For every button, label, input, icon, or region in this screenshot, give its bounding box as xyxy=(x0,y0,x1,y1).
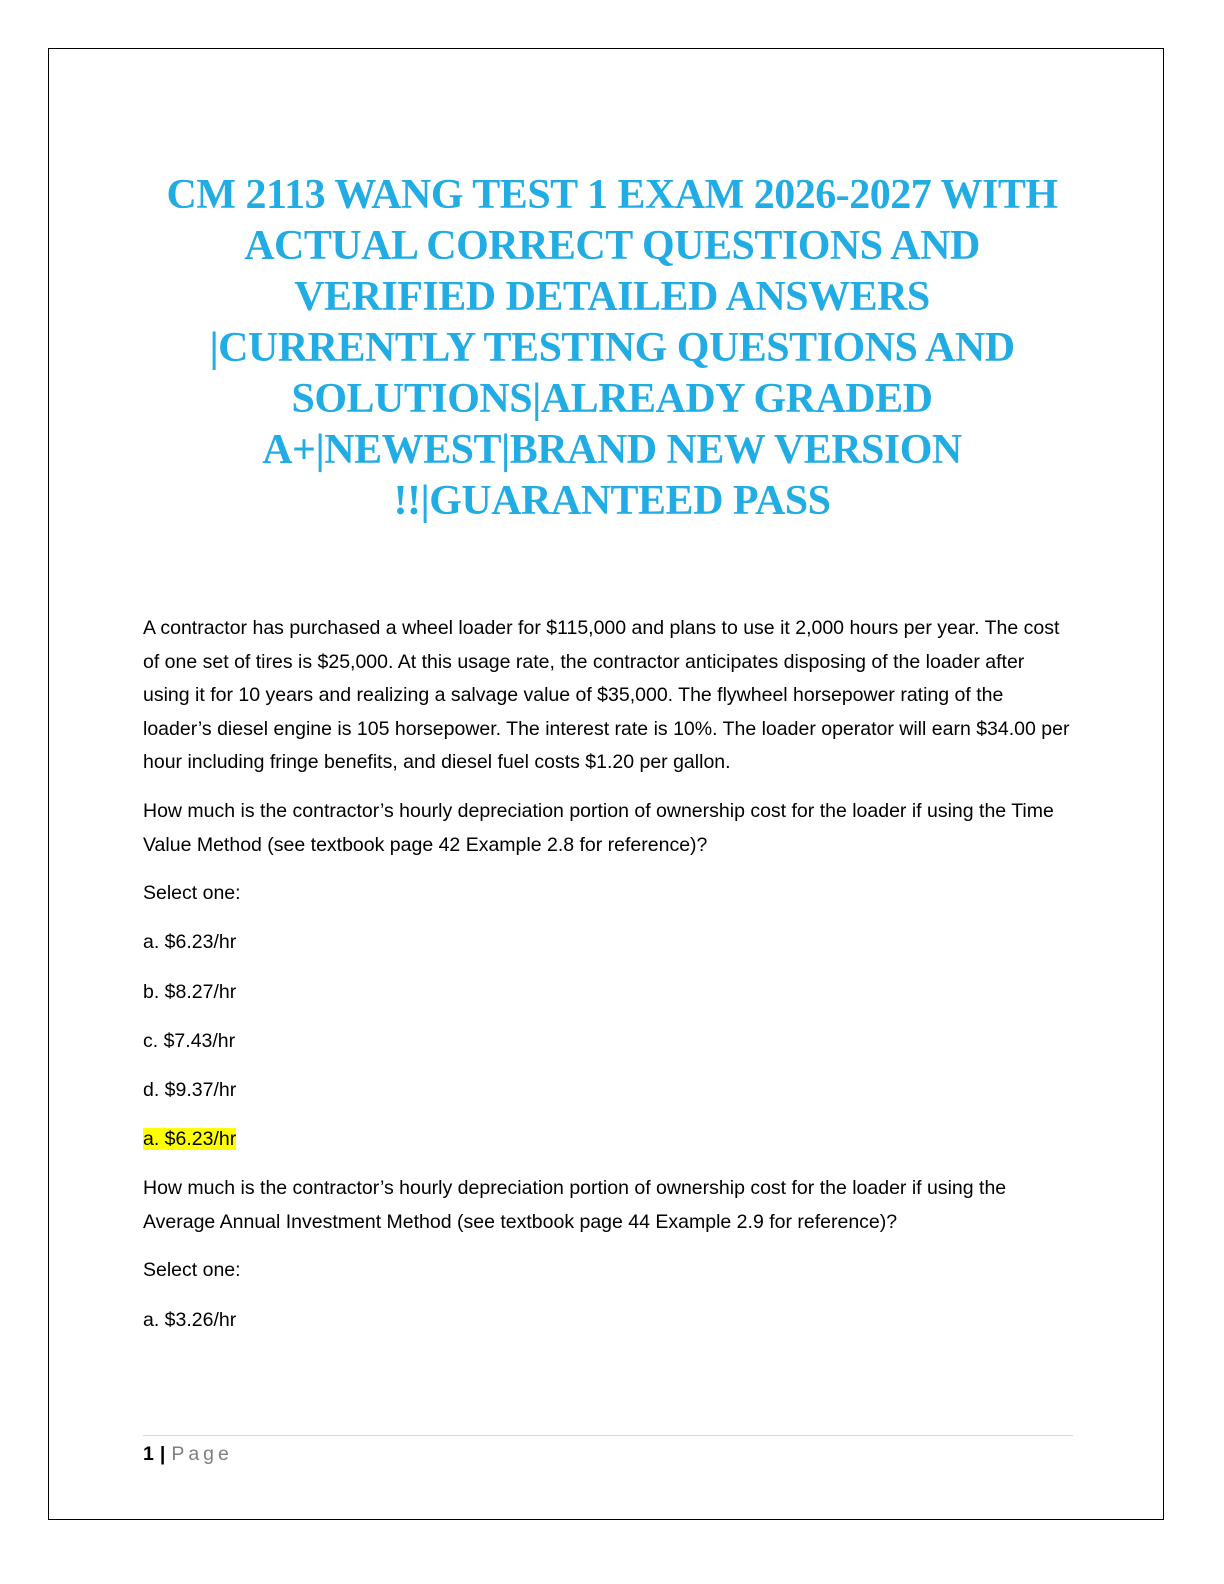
question-2-prompt: How much is the contractor’s hourly depreciation portion of ownership cost for the loader if using the Average Annual Investment Method (see textbook page 44 Example 2.9 for reference)? xyxy=(143,1177,1007,1233)
title-line: |CURRENTLY TESTING QUESTIONS AND xyxy=(209,325,1015,371)
document-body xyxy=(143,612,1073,1353)
question-1-option-d: d. $9.37/hr xyxy=(143,1078,237,1101)
question-2-option-a: a. $3.26/hr xyxy=(143,1308,237,1331)
answer-highlight: a. $6.23/hr xyxy=(143,1128,237,1151)
question-1-option-c: c. $7.43/hr xyxy=(143,1029,236,1052)
page-number: 1 xyxy=(143,1443,154,1465)
title-line: !!|GUARANTEED PASS xyxy=(393,478,831,524)
question-2-select-label: Select one: xyxy=(143,1259,241,1282)
title-line: CM 2113 WANG TEST 1 EXAM 2026-2027 WITH xyxy=(166,172,1058,218)
title-line: ACTUAL CORRECT QUESTIONS AND xyxy=(244,223,980,269)
question-1-answer xyxy=(143,1123,1073,1157)
title-line: SOLUTIONS|ALREADY GRADED xyxy=(291,376,933,422)
footer-separator: | xyxy=(159,1443,166,1465)
question-1-option-a: a. $6.23/hr xyxy=(143,931,237,954)
question-1-option-b: b. $8.27/hr xyxy=(143,980,237,1003)
page-label: Page xyxy=(171,1443,233,1465)
title-line: VERIFIED DETAILED ANSWERS xyxy=(294,274,930,320)
document-title xyxy=(100,170,1124,527)
question-1-prompt: How much is the contractor’s hourly depreciation portion of ownership cost for the loader if using the Time Value Method (see textbook page 42 Example 2.8 for reference)? xyxy=(143,799,1054,856)
title-line: A+|NEWEST|BRAND NEW VERSION xyxy=(262,427,962,473)
page-footer xyxy=(143,1441,233,1467)
scenario-paragraph: A contractor has purchased a wheel loader for $115,000 and plans to use it 2,000 hours per year. The cost of one set of tires is $25,000. At this usage rate, the contractor anticipates disposing of the loader after using it for 10 years and realizing a salvage value of $35,000. The flywheel horsepower rating of the loader’s diesel engine is 105 horsepower. The interest rate is 10%. The loader operator will earn $34.00 per hour including fringe benefits, and diesel fuel costs $1.20 per gallon. xyxy=(143,617,1070,774)
question-1-select-label: Select one: xyxy=(143,882,241,905)
footer-divider xyxy=(143,1435,1073,1436)
